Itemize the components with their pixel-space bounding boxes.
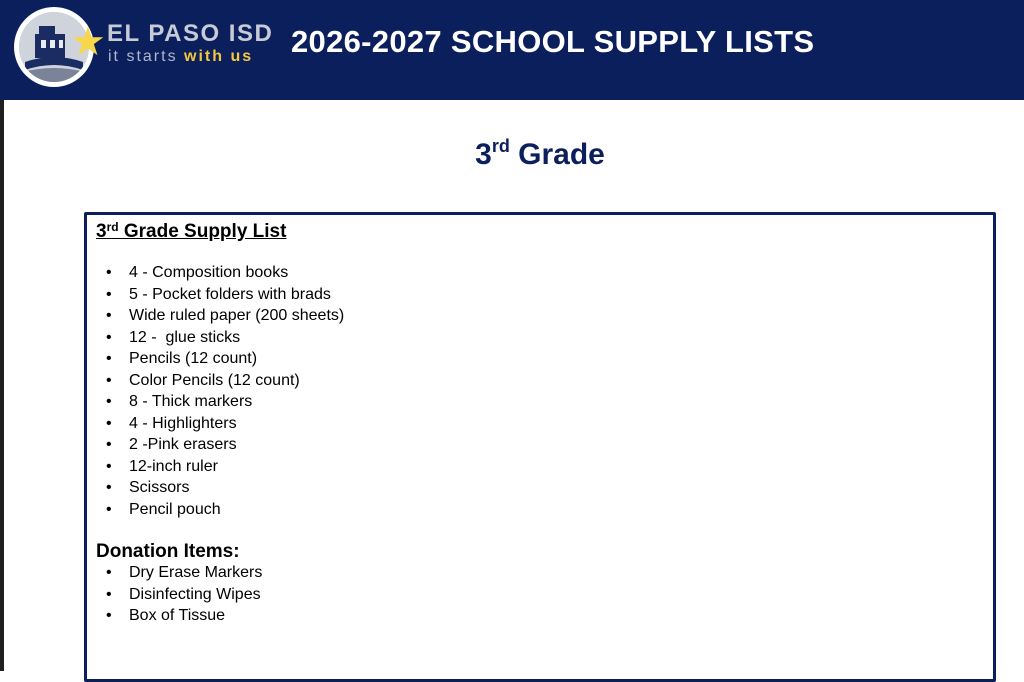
grade-ordinal-suffix: rd [491, 136, 510, 156]
list-item: • 12-inch ruler [106, 456, 344, 478]
star-icon: ★ [70, 19, 106, 65]
list-item: • 12 - glue sticks [106, 327, 344, 349]
supply-items-list [106, 262, 344, 520]
page-header [0, 0, 1024, 100]
supply-list-title-suffix: rd [106, 220, 119, 234]
list-item: • 8 - Thick markers [106, 391, 344, 413]
page-title: 2026-2027 SCHOOL SUPPLY LISTS [291, 24, 815, 59]
district-tagline [108, 48, 253, 66]
list-item: • 2 -Pink erasers [106, 434, 344, 456]
list-item: • Color Pencils (12 count) [106, 370, 344, 392]
district-name: EL PASO ISD [107, 20, 274, 47]
supply-list-title-text: Grade Supply List [118, 221, 287, 242]
page-left-edge [0, 0, 4, 671]
list-item: • Scissors [106, 477, 344, 499]
list-item: • 5 - Pocket folders with brads [106, 284, 344, 306]
list-item: • Dry Erase Markers [106, 562, 262, 584]
list-item: • Wide ruled paper (200 sheets) [106, 305, 344, 327]
tagline-part-one: it starts [108, 48, 185, 65]
grade-number: 3 [475, 138, 492, 171]
tagline-part-two: with us [184, 48, 254, 65]
list-item: • Box of Tissue [106, 605, 262, 627]
supply-list-title [96, 221, 286, 243]
supply-list-title-number: 3 [96, 221, 107, 242]
list-item: • Pencil pouch [106, 499, 344, 521]
list-item: • 4 - Highlighters [106, 413, 344, 435]
list-item: • Disinfecting Wipes [106, 584, 262, 606]
grade-heading [0, 138, 1024, 172]
donation-items-list [106, 562, 262, 627]
list-item: • 4 - Composition books [106, 262, 344, 284]
donation-items-title: Donation Items: [96, 541, 240, 562]
list-item: • Pencils (12 count) [106, 348, 344, 370]
grade-label: Grade [509, 138, 605, 171]
